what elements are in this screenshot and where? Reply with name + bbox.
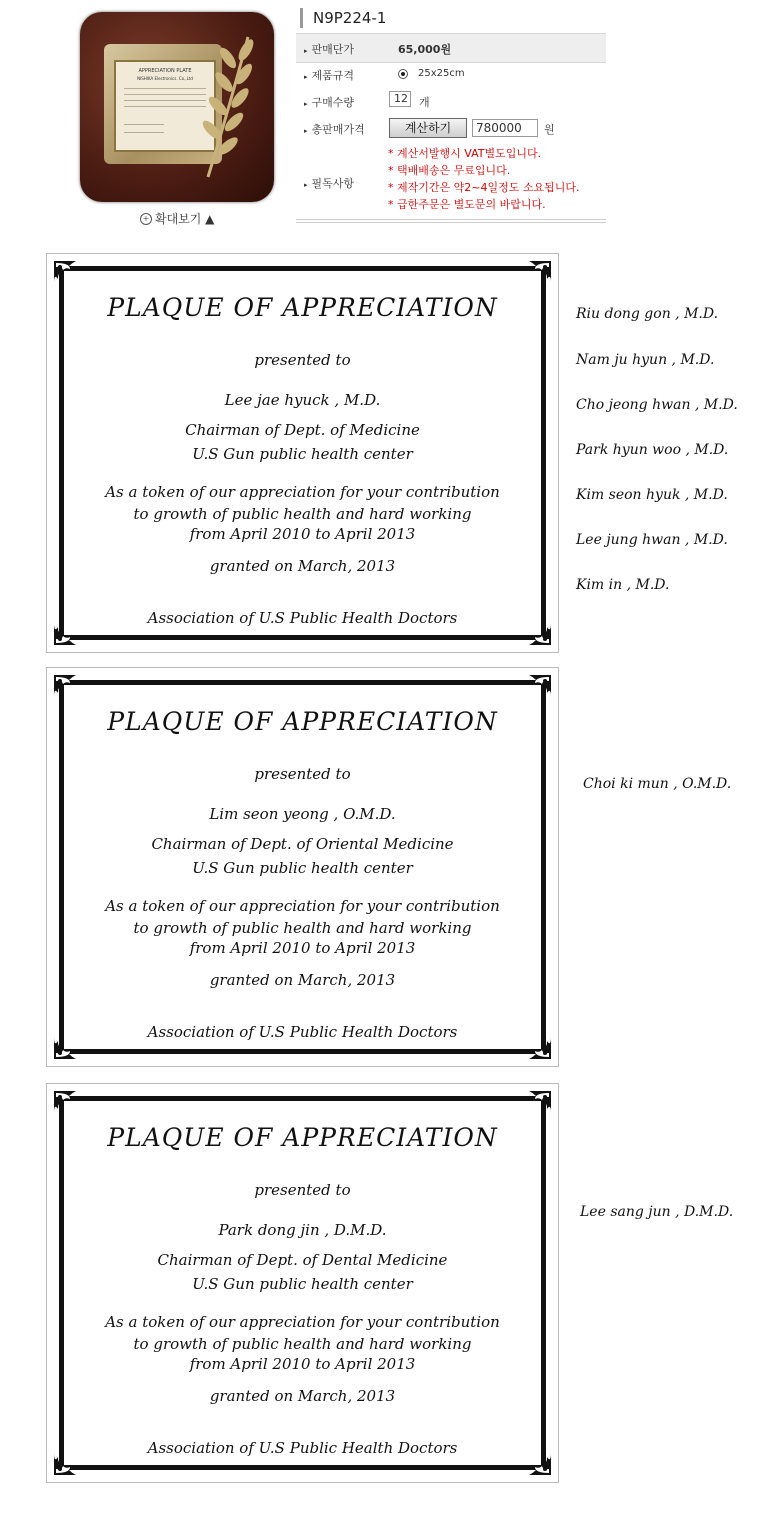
side-recipient-name: Choi ki mun , O.M.D. bbox=[583, 776, 732, 792]
side-recipient-name: Lee jung hwan , M.D. bbox=[576, 532, 728, 548]
note-item: * 급한주문은 별도문의 바랍니다. bbox=[388, 196, 579, 213]
zoom-label: 확대보기 ▲ bbox=[155, 212, 215, 226]
plaque-chairman: Chairman of Dept. of Dental Medicine bbox=[157, 1251, 448, 1269]
calculate-button[interactable]: 계산하기 bbox=[389, 118, 467, 138]
plaque-frame bbox=[59, 1096, 546, 1470]
corner-ornament-icon bbox=[523, 675, 551, 703]
corner-ornament-icon bbox=[54, 261, 82, 289]
spec-value: 25x25cm bbox=[418, 68, 465, 79]
info-divider bbox=[296, 219, 606, 223]
product-code: N9P224-1 bbox=[300, 8, 386, 28]
product-thumbnail[interactable] bbox=[80, 12, 274, 202]
side-recipient-name: Cho jeong hwan , M.D. bbox=[576, 397, 738, 413]
plaque-association: Association of U.S Public Health Doctors bbox=[147, 1439, 458, 1457]
spec-label: ▸ 제품규격 bbox=[304, 67, 354, 83]
plaque-association: Association of U.S Public Health Doctors bbox=[147, 609, 458, 627]
plaque-frame bbox=[59, 266, 546, 640]
plaque-chairman: Chairman of Dept. of Medicine bbox=[185, 421, 420, 439]
side-recipient-name: Nam ju hyun , M.D. bbox=[576, 352, 715, 368]
thumbnail-plate-title: APPRECIATION PLATE bbox=[138, 68, 192, 74]
plaque-frame bbox=[59, 680, 546, 1054]
spec-radio[interactable] bbox=[398, 69, 408, 79]
plate-line bbox=[124, 88, 206, 89]
total-input[interactable]: 780000 bbox=[472, 119, 538, 137]
corner-ornament-icon bbox=[54, 1091, 82, 1119]
thumbnail-plate-company: NISHIKA Electronics. Co.,Ltd bbox=[137, 76, 193, 81]
qty-unit: 개 bbox=[419, 96, 430, 109]
plaque-token: As a token of our appreciation for your contribution bbox=[105, 1313, 500, 1331]
plaque-period: from April 2010 to April 2013 bbox=[189, 1355, 416, 1373]
plaque-period: from April 2010 to April 2013 bbox=[189, 525, 416, 543]
plaque-center: U.S Gun public health center bbox=[192, 445, 413, 463]
side-recipient-name: Park hyun woo , M.D. bbox=[576, 442, 729, 458]
plaque-chairman: Chairman of Dept. of Oriental Medicine bbox=[151, 835, 454, 853]
note-item: * 택배배송은 무료입니다. bbox=[388, 162, 579, 179]
plate-line bbox=[124, 100, 206, 101]
plaque-card bbox=[46, 667, 559, 1067]
qty-label: ▸ 구매수량 bbox=[304, 94, 354, 110]
note-item: * 계산서발행시 VAT별도입니다. bbox=[388, 145, 579, 162]
plaque-granted: granted on March, 2013 bbox=[209, 971, 396, 989]
plaque-title: PLAQUE OF APPRECIATION bbox=[107, 1123, 498, 1152]
plaque-period: from April 2010 to April 2013 bbox=[189, 939, 416, 957]
laurel-leaf-icon bbox=[198, 32, 262, 182]
plaque-presented: presented to bbox=[254, 765, 351, 783]
plaque-card bbox=[46, 253, 559, 653]
plaque-granted: granted on March, 2013 bbox=[209, 1387, 396, 1405]
plate-line bbox=[124, 124, 164, 125]
plaque-token: As a token of our appreciation for your contribution bbox=[105, 483, 500, 501]
notes-label: ▸ 필독사항 bbox=[304, 175, 354, 191]
plaque-title: PLAQUE OF APPRECIATION bbox=[107, 293, 498, 322]
plate-line bbox=[124, 106, 206, 107]
plaque-recipient-name: Park dong jin , D.M.D. bbox=[218, 1221, 387, 1239]
plaque-growth: to growth of public health and hard working bbox=[133, 505, 472, 523]
note-item: * 제작기간은 약2~4일정도 소요됩니다. bbox=[388, 179, 579, 196]
corner-ornament-icon bbox=[523, 261, 551, 289]
price-row bbox=[296, 33, 606, 63]
plaque-card bbox=[46, 1083, 559, 1483]
plaque-token: As a token of our appreciation for your contribution bbox=[105, 897, 500, 915]
plaque-recipient-name: Lim seon yeong , O.M.D. bbox=[209, 805, 396, 823]
price-label: ▸ 판매단가 bbox=[304, 41, 354, 57]
corner-ornament-icon bbox=[54, 675, 82, 703]
plaque-granted: granted on March, 2013 bbox=[209, 557, 396, 575]
plaque-center: U.S Gun public health center bbox=[192, 1275, 413, 1293]
plate-line bbox=[124, 132, 164, 133]
plaque-growth: to growth of public health and hard working bbox=[133, 919, 472, 937]
side-recipient-name: Lee sang jun , D.M.D. bbox=[580, 1204, 734, 1220]
plaque-association: Association of U.S Public Health Doctors bbox=[147, 1023, 458, 1041]
total-label: ▸ 총판매가격 bbox=[304, 121, 365, 137]
plaque-title: PLAQUE OF APPRECIATION bbox=[107, 707, 498, 736]
corner-ornament-icon bbox=[523, 1091, 551, 1119]
side-recipient-name: Riu dong gon , M.D. bbox=[576, 306, 719, 322]
price-value: 65,000원 bbox=[398, 43, 452, 56]
zoom-button[interactable] bbox=[140, 210, 214, 227]
plate-line bbox=[124, 94, 206, 95]
notes-list bbox=[388, 145, 579, 213]
plaque-presented: presented to bbox=[254, 351, 351, 369]
plaque-presented: presented to bbox=[254, 1181, 351, 1199]
qty-input[interactable]: 12 bbox=[389, 91, 411, 107]
total-unit: 원 bbox=[544, 123, 555, 136]
plaque-growth: to growth of public health and hard working bbox=[133, 1335, 472, 1353]
plaque-recipient-name: Lee jae hyuck , M.D. bbox=[224, 391, 381, 409]
side-recipient-name: Kim in , M.D. bbox=[576, 577, 670, 593]
plaque-center: U.S Gun public health center bbox=[192, 859, 413, 877]
side-recipient-name: Kim seon hyuk , M.D. bbox=[576, 487, 728, 503]
magnifier-icon: + bbox=[140, 213, 152, 225]
